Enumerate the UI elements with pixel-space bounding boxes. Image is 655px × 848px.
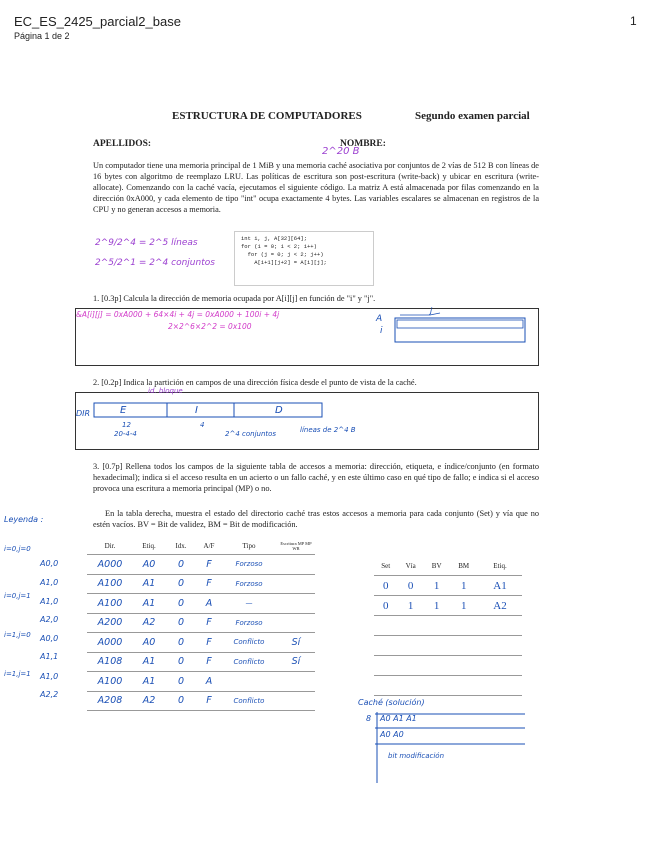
cell[interactable] [397,636,423,656]
cell[interactable]: 0 [165,691,197,711]
block-id-note: id. bloque [148,387,183,395]
cell[interactable] [478,656,522,676]
cell[interactable]: 0 [165,672,197,692]
cell[interactable]: A100 [87,672,133,692]
cell[interactable]: F [197,613,221,633]
cell[interactable]: 0 [374,576,397,596]
loop-note: i=0,j=0 [4,545,31,553]
access-table [87,538,315,711]
table-row [374,616,522,636]
line-size-note: líneas de 2^4 B [300,426,356,434]
left-note: A2,2 [40,690,59,699]
col-tag: Etiq. [133,538,165,555]
arrow-j-icon [400,313,440,315]
cell[interactable] [221,672,277,692]
matrix-diagram [375,308,535,358]
legend-note: Leyenda : [4,515,44,524]
cell[interactable] [277,691,315,711]
cell[interactable]: 1 [424,576,449,596]
lines-calc-note: 2^9/2^4 = 2^5 líneas [95,238,198,248]
cell[interactable]: A [197,594,221,614]
cell[interactable]: Sí [277,633,315,653]
left-note: A2,0 [40,615,59,624]
field-tag: E [120,405,127,416]
cell[interactable] [478,616,522,636]
cell[interactable] [449,636,478,656]
cell[interactable]: A1 [133,574,165,594]
cell[interactable]: Conflicto [221,652,277,672]
cell[interactable] [374,636,397,656]
cache-solution-title: Caché (solución) [358,698,425,707]
question-1: 1. [0.3p] Calcula la dirección de memoria ocupada por A[i][j] en función de "i" y "j". [93,294,376,303]
cell[interactable]: A2 [133,691,165,711]
cell[interactable] [478,676,522,696]
tag-bits: 12 [122,421,131,429]
cell[interactable]: A108 [87,652,133,672]
q1-sub-calc: 2×2^6×2^2 = 0x100 [168,322,252,331]
code-line: for (j = 0; j < 2; j++) [241,251,324,258]
cell[interactable] [374,656,397,676]
table-row [87,613,315,633]
cell[interactable]: F [197,691,221,711]
table-row [87,574,315,594]
table-row [374,576,522,596]
question-3: 3. [0.7p] Rellena todos los campos de la siguiente tabla de accesos a memoria: dirección, etiqueta, e índice/conjunto (en formato hexadecimal); indica si el acceso resulta en un acierto o un fallo caché, y en este último caso en qué tipo de fallo; e indica si el acceso provoca una escritura a memoria principal (MP) o no. [93,462,539,493]
cell[interactable]: A0 [133,555,165,575]
dir-label: DIR [76,409,91,418]
left-note: A1,0 [40,672,59,681]
col-idx: Idx. [165,538,197,555]
col-set: Set [374,556,397,576]
cell[interactable]: 0 [165,613,197,633]
cell[interactable]: A200 [87,613,133,633]
cell[interactable]: 0 [397,576,423,596]
table-row [374,676,522,696]
address-outline [94,403,322,417]
cell[interactable]: A0 [133,633,165,653]
col-af: A/F [197,538,221,555]
page-number: 1 [630,14,637,28]
cell[interactable]: A1 [133,652,165,672]
cell[interactable] [449,676,478,696]
cell[interactable]: A100 [87,574,133,594]
table-row [374,636,522,656]
cell[interactable] [424,616,449,636]
q1-answer: &A[i][j] = 0xA000 + 64×4i + 4j = 0xA000 + 100i + 4j [76,310,280,319]
loop-note: i=1,j=0 [4,631,31,639]
index-bits: 4 [200,421,205,429]
cell[interactable]: A2 [133,613,165,633]
cell[interactable]: 0 [165,574,197,594]
cell[interactable] [478,636,522,656]
table-row [87,555,315,575]
left-note: A0,0 [40,634,59,643]
cell[interactable]: 0 [165,633,197,653]
table-header-row [374,556,522,576]
cell[interactable]: A000 [87,633,133,653]
question-3b: En la tabla derecha, muestra el estado del directorio caché tras estos accesos a memoria para cada conjunto (Set) y vía que no estén vacíos. BV = Bit de validez, BM = Bit de modificación. [93,509,539,529]
table-row [374,656,522,676]
cell[interactable]: A000 [87,555,133,575]
cell[interactable]: F [197,633,221,653]
page-indicator: Página 1 de 2 [14,31,70,41]
table-header-row [87,538,315,555]
left-note: A0,0 [40,559,59,568]
cell[interactable]: 1 [449,576,478,596]
sets-note: 2^4 conjuntos [225,430,277,438]
cache-set-number: 8 [366,714,372,723]
code-line: for (i = 0; i < 2; i++) [241,243,317,250]
cell[interactable] [397,656,423,676]
cell[interactable] [449,656,478,676]
cache-directory-table [374,556,522,696]
col-way: Vía [397,556,423,576]
cell[interactable]: 0 [165,652,197,672]
nombre-label: NOMBRE: [340,139,386,149]
cache-row: A0 A0 [380,730,404,739]
cell[interactable] [374,616,397,636]
cell[interactable]: Conflicto [221,691,277,711]
field-index: I [195,405,198,416]
matrix-label-j: j [430,306,433,315]
cell[interactable]: 1 [397,596,423,616]
apellidos-label: APELLIDOS: [93,139,152,149]
matrix-label-a: A [376,314,383,324]
cell[interactable] [424,656,449,676]
field-offset: D [275,405,283,416]
cell[interactable]: 1 [424,596,449,616]
cell[interactable] [277,594,315,614]
cell[interactable]: A100 [87,594,133,614]
code-line: A[i+1][j+2] = A[i][j]; [241,259,327,266]
cell[interactable]: Forzoso [221,613,277,633]
matrix-label-i: i [380,326,383,336]
cache-row: A0 A1 A1 [380,714,417,723]
document-title: EC_ES_2425_parcial2_base [14,14,181,29]
cell[interactable] [424,676,449,696]
cell[interactable]: A1 [478,576,522,596]
col-type: Tipo [221,538,277,555]
cell[interactable]: 0 [374,596,397,616]
cell[interactable]: Forzoso [221,555,277,575]
cell[interactable]: F [197,652,221,672]
cell[interactable]: A1 [133,594,165,614]
cell[interactable]: 0 [165,594,197,614]
table-row [374,596,522,616]
cell[interactable]: A [197,672,221,692]
matrix-row [397,320,523,328]
col-bv: BV [424,556,449,576]
loop-note: i=0,j=1 [4,592,31,600]
cell[interactable] [277,574,315,594]
code-block [234,231,374,286]
cell[interactable]: A2 [478,596,522,616]
table-row [87,594,315,614]
cell[interactable]: Sí [277,652,315,672]
code-line: int i, j, A[32][64]; [241,235,308,242]
cell[interactable] [277,672,315,692]
cell[interactable]: F [197,555,221,575]
loop-note: i=1,j=1 [4,670,31,678]
left-note: A1,1 [40,652,59,661]
col-dir: Dir. [87,538,133,555]
cell[interactable]: Forzoso [221,574,277,594]
col-tag: Etiq. [478,556,522,576]
modified-bit-note: bit modificación [388,752,445,760]
cell[interactable]: F [197,574,221,594]
tag-calc: 20-4-4 [114,430,137,438]
left-note: A1,0 [40,578,59,587]
cell[interactable] [277,613,315,633]
table-row [87,691,315,711]
cell[interactable] [449,616,478,636]
mem-size-note: 2^20 B [322,146,360,157]
table-row [87,652,315,672]
cell[interactable] [424,636,449,656]
cell[interactable] [397,616,423,636]
table-row [87,633,315,653]
col-mp-write: Escritura MP MP WR [277,538,315,555]
table-row [87,672,315,692]
col-bm: BM [449,556,478,576]
cell[interactable]: 1 [449,596,478,616]
cell[interactable]: — [221,594,277,614]
sets-calc-note: 2^5/2^1 = 2^4 conjuntos [95,258,215,268]
cell[interactable] [277,555,315,575]
cell[interactable]: Conflicto [221,633,277,653]
question-2: 2. [0.2p] Indica la partición en campos de una dirección física desde el punto de vista de la caché. [93,378,417,387]
cell[interactable] [397,676,423,696]
cell[interactable]: A208 [87,691,133,711]
exam-title: ESTRUCTURA DE COMPUTADORES [172,110,362,122]
exam-subtitle: Segundo examen parcial [415,110,530,122]
cell[interactable] [374,676,397,696]
matrix-outline [395,318,525,342]
cell[interactable]: A1 [133,672,165,692]
cell[interactable]: 0 [165,555,197,575]
left-note: A1,0 [40,597,59,606]
intro-paragraph: Un computador tiene una memoria principal de 1 MiB y una memoria caché asociativa por conjuntos de 2 vías de 512 B con líneas de 16 bytes con algoritmo de reemplazo LRU. Las políticas de escritura son post-escritura (write-back) y ubicar en escritura (write-allocate). Comenzando con la caché vacía, ejecutamos el siguiente código. La matriz A está almacenada por filas comenzando en la dirección 0xA000, y cada elemento de tipo "int" ocupa exactamente 4 bytes. Las variables escalares se almacenan en registros de la CPU y no generan accesos a memoria. [93,161,539,214]
